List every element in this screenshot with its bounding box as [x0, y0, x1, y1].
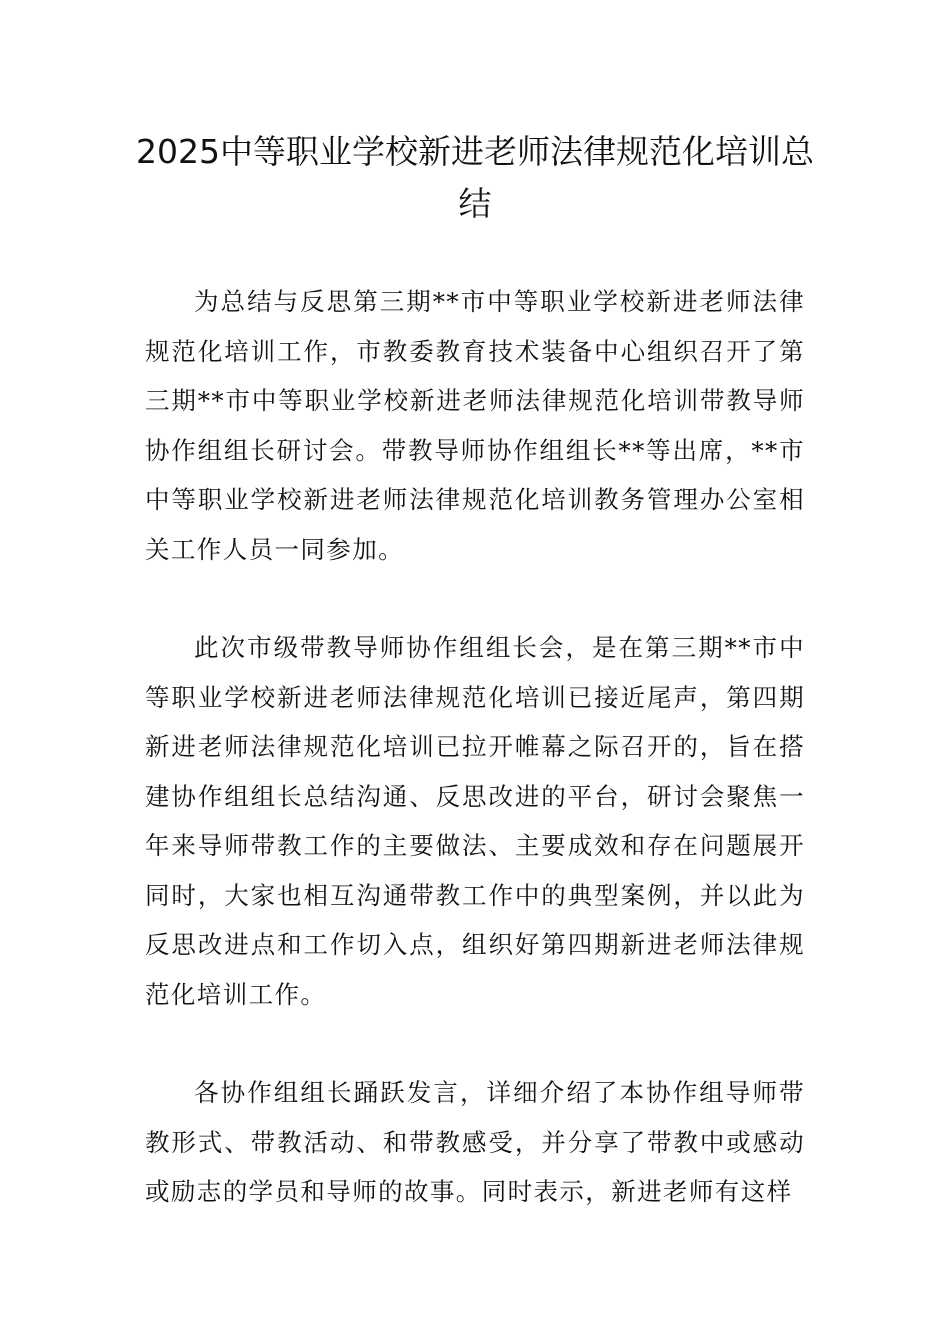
paragraph-1: 为总结与反思第三期**市中等职业学校新进老师法律规范化培训工作，市教委教育技术装备中心组织召开了第三期**市中等职业学校新进老师法律规范化培训带教导师协作组组长研讨会。带教导师协作组组长**等出席，**市中等职业学校新进老师法律规范化培训教务管理办公室相关工作人员一同参加。: [145, 287, 805, 564]
document-body: [145, 277, 805, 1266]
paragraph-2: 此次市级带教导师协作组组长会，是在第三期**市中等职业学校新进老师法律规范化培训已接近尾声，第四期新进老师法律规范化培训已拉开帷幕之际召开的，旨在搭建协作组组长总结沟通、反思改进的平台，研讨会聚焦一年来导师带教工作的主要做法、主要成效和存在问题展开同时，大家也相互沟通带教工作中的典型案例，并以此为反思改进点和工作切入点，组织好第四期新进老师法律规范化培训工作。: [145, 633, 805, 1009]
document-title: 2025中等职业学校新进老师法律规范化培训总结: [136, 132, 814, 223]
paragraph-3: 各协作组组长踊跃发言，详细介绍了本协作组导师带教形式、带教活动、和带教感受，并分享了带教中或感动或励志的学员和导师的故事。同时表示，新进老师有这样: [145, 1078, 805, 1206]
